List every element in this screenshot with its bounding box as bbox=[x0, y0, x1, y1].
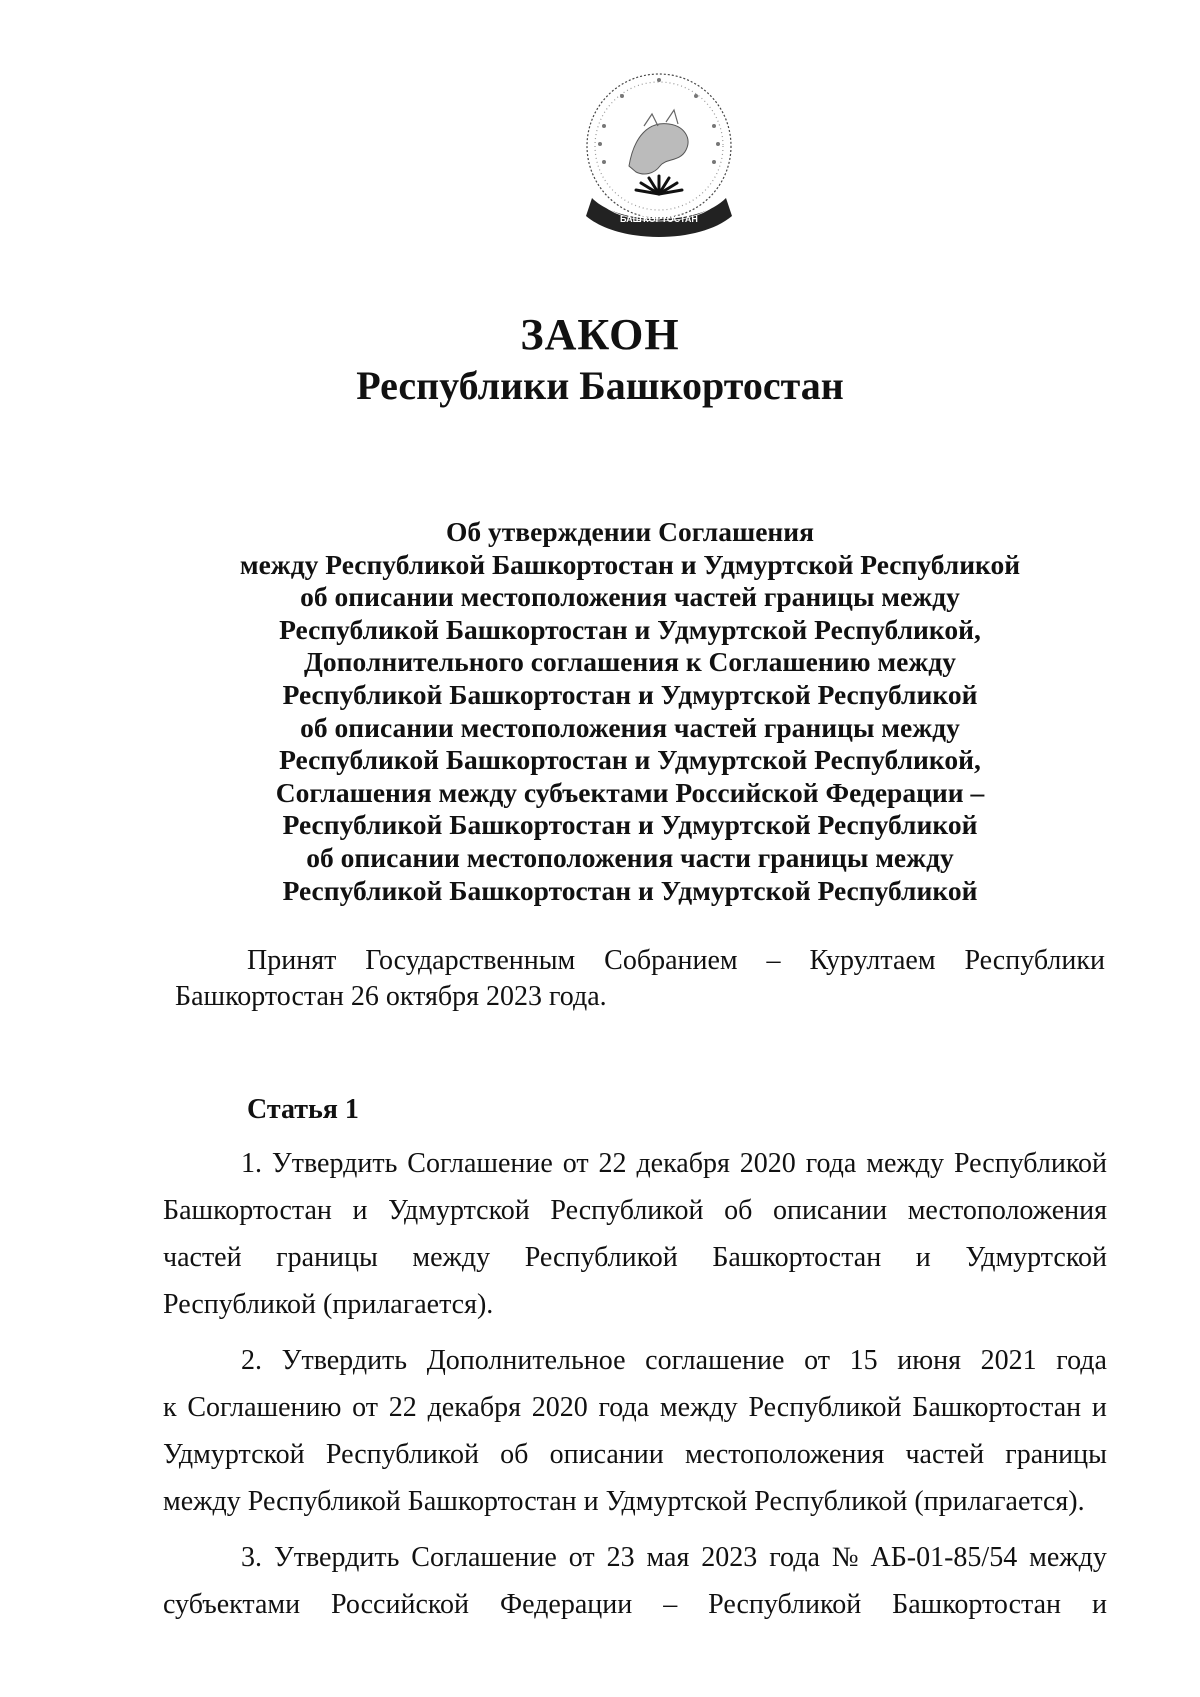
article-paragraph bbox=[163, 1140, 1107, 1328]
word: Башкортостан bbox=[892, 1589, 1062, 1620]
word: от bbox=[352, 1392, 379, 1423]
adoption-statement bbox=[175, 943, 1105, 1015]
word: 22 bbox=[388, 1392, 417, 1423]
word: июня bbox=[897, 1345, 962, 1376]
subject-line: Об утверждении Соглашения bbox=[446, 516, 814, 547]
word: года bbox=[769, 1542, 820, 1573]
word: 2020 bbox=[739, 1148, 796, 1179]
word: Удмуртской bbox=[965, 1242, 1107, 1273]
article-heading: Статья 1 bbox=[247, 1094, 359, 1125]
word: и bbox=[915, 1242, 931, 1273]
word: частей bbox=[905, 1439, 985, 1470]
word: от bbox=[568, 1542, 595, 1573]
word: Башкортостан bbox=[712, 1242, 882, 1273]
word: декабря bbox=[427, 1392, 521, 1423]
word: Курултаем bbox=[809, 945, 936, 976]
word: между bbox=[412, 1242, 491, 1273]
emblem-graphic bbox=[574, 66, 744, 256]
word: Принят bbox=[247, 945, 337, 976]
word: Соглашение bbox=[407, 1148, 553, 1179]
word: Соглашению bbox=[187, 1392, 342, 1423]
article-paragraph bbox=[163, 1337, 1107, 1525]
word: Республикой bbox=[524, 1242, 678, 1273]
word: Удмуртской bbox=[163, 1439, 305, 1470]
word: года bbox=[1056, 1345, 1107, 1376]
word: местоположения bbox=[907, 1195, 1107, 1226]
paragraph-line bbox=[163, 1534, 1107, 1581]
word: Республикой bbox=[325, 1439, 479, 1470]
word: соглашение bbox=[645, 1345, 785, 1376]
word: границы bbox=[1005, 1439, 1107, 1470]
subject-line: об описании местоположения частей границы между bbox=[300, 581, 960, 613]
word: – bbox=[663, 1589, 678, 1620]
word: Республикой bbox=[748, 1392, 902, 1423]
article-body bbox=[163, 1140, 1107, 1637]
word: Утвердить bbox=[271, 1148, 398, 1179]
subject-line: Республикой Башкортостан и Удмуртской Республикой bbox=[282, 809, 978, 841]
subject-line: Республикой Башкортостан и Удмуртской Республикой, bbox=[279, 744, 981, 776]
word: Утвердить bbox=[273, 1542, 400, 1573]
paragraph-line bbox=[163, 1581, 1107, 1628]
word: Башкортостан bbox=[163, 1195, 332, 1226]
word: 1. bbox=[241, 1148, 262, 1179]
law-subtitle: Республики Башкортостан bbox=[356, 363, 844, 408]
word: от bbox=[562, 1148, 589, 1179]
word: Республикой bbox=[550, 1195, 704, 1226]
paragraph-line bbox=[163, 1431, 1107, 1478]
word: – bbox=[766, 945, 781, 976]
word: Республикой bbox=[708, 1589, 862, 1620]
word: 15 bbox=[849, 1345, 878, 1376]
word: декабря bbox=[636, 1148, 730, 1179]
word: от bbox=[804, 1345, 830, 1376]
subject-line: Республикой Башкортостан и Удмуртской Республикой bbox=[282, 678, 978, 710]
word: Удмуртской bbox=[388, 1195, 530, 1226]
word: и bbox=[352, 1195, 368, 1226]
paragraph-line: между Республикой Башкортостан и Удмуртской Республикой (прилагается). bbox=[163, 1486, 1085, 1517]
word: 2. bbox=[241, 1345, 262, 1376]
word: между bbox=[866, 1148, 945, 1179]
word: описании bbox=[772, 1195, 888, 1226]
paragraph-line: Республикой (прилагается). bbox=[163, 1289, 494, 1320]
emblem-ribbon-text: БАШҠОРТОСТАН bbox=[620, 214, 698, 224]
word: описании bbox=[549, 1439, 664, 1470]
word: № bbox=[831, 1542, 859, 1573]
law-subject bbox=[215, 516, 1045, 907]
subject-line: Соглашения между субъектами Российской Федерации – bbox=[275, 776, 985, 808]
subject-line: Республикой Башкортостан и Удмуртской Республикой bbox=[282, 874, 978, 906]
word: 2021 bbox=[980, 1345, 1037, 1376]
word: Дополнительное bbox=[426, 1345, 626, 1376]
word: Республикой bbox=[953, 1148, 1107, 1179]
subject-line: об описании местоположения части границы между bbox=[306, 841, 954, 873]
subject-line: Дополнительного соглашения к Соглашению между bbox=[304, 646, 956, 678]
word: между bbox=[659, 1392, 738, 1423]
word: местоположения bbox=[684, 1439, 885, 1470]
word: мая bbox=[646, 1542, 690, 1573]
law-heading bbox=[0, 310, 1200, 412]
paragraph-line bbox=[163, 1140, 1107, 1187]
word: 3. bbox=[241, 1542, 262, 1573]
word: Российской bbox=[331, 1589, 470, 1620]
subject-line: между Республикой Башкортостан и Удмуртской Республикой bbox=[239, 548, 1021, 580]
subject-line: об описании местоположения частей границы между bbox=[300, 711, 960, 743]
word: и bbox=[1091, 1589, 1107, 1620]
word: границы bbox=[276, 1242, 378, 1273]
word: 2020 bbox=[531, 1392, 588, 1423]
word: 2023 bbox=[701, 1542, 758, 1573]
paragraph-line bbox=[163, 1187, 1107, 1234]
word: 22 bbox=[598, 1148, 627, 1179]
adoption-line: Башкортостан 26 октября 2023 года. bbox=[175, 981, 607, 1012]
word: АБ-01-85/54 bbox=[870, 1542, 1018, 1573]
adoption-line bbox=[175, 943, 1105, 979]
word: Башкортостан bbox=[912, 1392, 1082, 1423]
word: Утвердить bbox=[281, 1345, 408, 1376]
word: между bbox=[1029, 1542, 1107, 1573]
article-paragraph bbox=[163, 1534, 1107, 1628]
subject-line: Республикой Башкортостан и Удмуртской Республикой, bbox=[279, 613, 981, 645]
word: и bbox=[1091, 1392, 1107, 1423]
word: об bbox=[724, 1195, 753, 1226]
word: субъектами bbox=[163, 1589, 301, 1620]
word: года bbox=[805, 1148, 857, 1179]
word: Собранием bbox=[604, 945, 738, 976]
law-title: ЗАКОН bbox=[520, 310, 680, 359]
word: Федерации bbox=[500, 1589, 633, 1620]
word: частей bbox=[163, 1242, 242, 1273]
word: к bbox=[163, 1392, 177, 1423]
word: Соглашение bbox=[411, 1542, 557, 1573]
word: Республики bbox=[964, 945, 1105, 976]
word: года bbox=[598, 1392, 650, 1423]
word: 23 bbox=[606, 1542, 635, 1573]
paragraph-line bbox=[163, 1337, 1107, 1384]
coat-of-arms-emblem bbox=[574, 66, 744, 256]
paragraph-line bbox=[163, 1234, 1107, 1281]
word: об bbox=[500, 1439, 529, 1470]
paragraph-line bbox=[163, 1384, 1107, 1431]
word: Государственным bbox=[365, 945, 576, 976]
